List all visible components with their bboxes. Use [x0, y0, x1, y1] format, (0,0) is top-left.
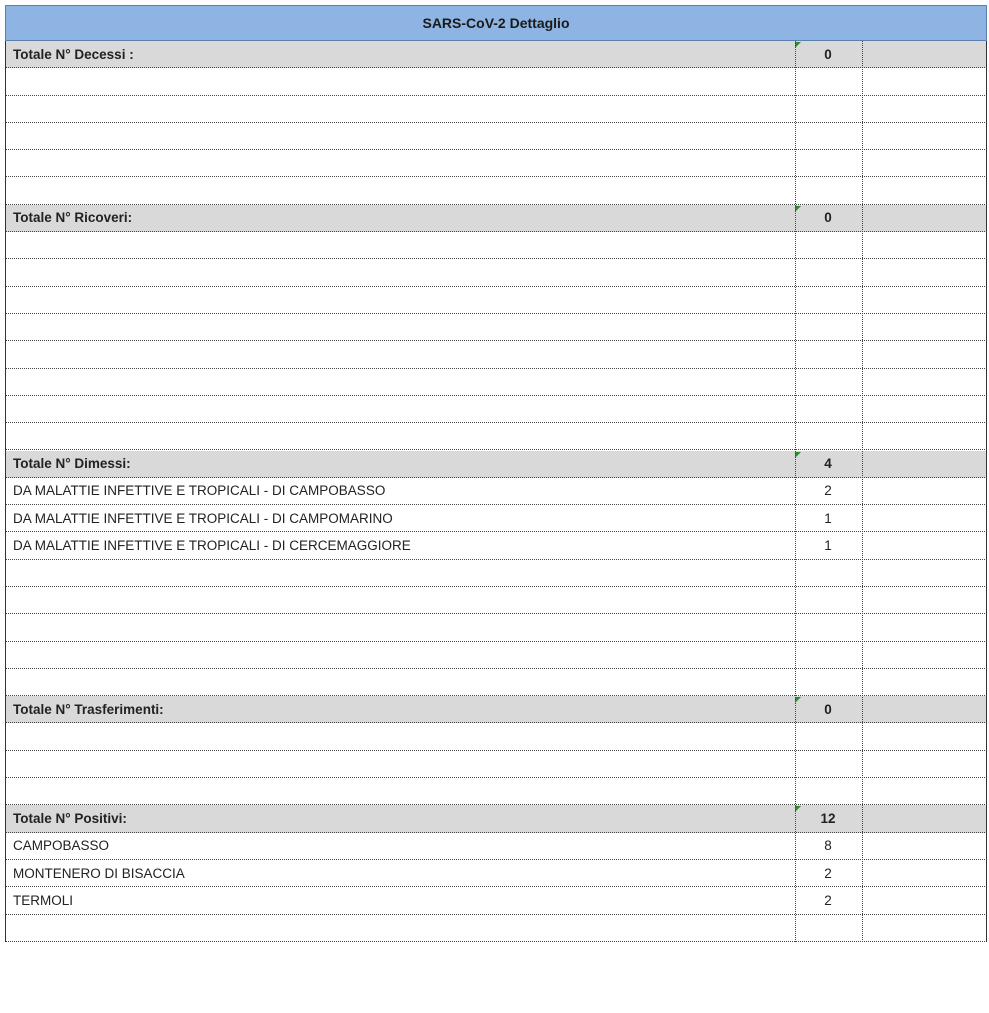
detail-row-label[interactable]: TERMOLI [13, 892, 74, 908]
detail-row [5, 505, 987, 532]
empty-row-label[interactable] [13, 68, 793, 94]
empty-row-label[interactable] [13, 423, 793, 449]
empty-row [5, 96, 987, 123]
empty-row [5, 259, 987, 286]
detail-row-label[interactable]: DA MALATTIE INFETTIVE E TROPICALI - DI CAMPOBASSO [13, 483, 386, 499]
empty-row [5, 396, 987, 423]
grid-column-line [862, 41, 863, 942]
empty-row [5, 669, 987, 696]
section-total-row-value[interactable]: 0 [824, 210, 832, 226]
section-total-row [5, 805, 987, 832]
detail-row-label[interactable]: DA MALATTIE INFETTIVE E TROPICALI - DI CAMPOMARINO [13, 510, 393, 526]
empty-row [5, 423, 987, 450]
empty-row-value[interactable] [795, 178, 861, 204]
empty-row-value[interactable] [795, 423, 861, 449]
empty-row-value[interactable] [795, 751, 861, 777]
empty-row-label[interactable] [13, 232, 793, 258]
empty-row-label[interactable] [13, 150, 793, 176]
empty-row [5, 751, 987, 778]
empty-row-label[interactable] [13, 396, 793, 422]
section-total-row-value[interactable]: 0 [824, 46, 832, 62]
empty-row-label[interactable] [13, 915, 793, 941]
detail-row-label[interactable]: MONTENERO DI BISACCIA [13, 865, 185, 881]
empty-row-label[interactable] [13, 341, 793, 367]
section-total-row-value[interactable]: 12 [820, 811, 836, 827]
empty-row-value[interactable] [795, 287, 861, 313]
empty-row [5, 123, 987, 150]
detail-row [5, 860, 987, 887]
empty-row [5, 614, 987, 641]
empty-row-label[interactable] [13, 123, 793, 149]
empty-row [5, 150, 987, 177]
empty-row-label[interactable] [13, 587, 793, 613]
sheet-title: SARS-CoV-2 Dettaglio [5, 5, 987, 41]
empty-row-value[interactable] [795, 560, 861, 586]
empty-row [5, 915, 987, 942]
section-total-row [5, 451, 987, 478]
section-total-row-label[interactable]: Totale N° Positivi: [13, 811, 127, 827]
detail-row-value[interactable]: 2 [824, 865, 832, 881]
empty-row [5, 778, 987, 805]
empty-row [5, 369, 987, 396]
empty-row-value[interactable] [795, 614, 861, 640]
section-total-row-label[interactable]: Totale N° Dimessi: [13, 456, 131, 472]
empty-row-value[interactable] [795, 642, 861, 668]
grid-column-line [795, 41, 796, 942]
detail-row-value[interactable]: 8 [824, 838, 832, 854]
section-total-row [5, 41, 987, 68]
empty-row [5, 642, 987, 669]
empty-row-value[interactable] [795, 314, 861, 340]
empty-row-label[interactable] [13, 751, 793, 777]
empty-row [5, 68, 987, 95]
empty-row-label[interactable] [13, 560, 793, 586]
empty-row-value[interactable] [795, 341, 861, 367]
section-total-row-value[interactable]: 4 [824, 456, 832, 472]
empty-row-label[interactable] [13, 642, 793, 668]
detail-row-label[interactable]: CAMPOBASSO [13, 838, 110, 854]
empty-row-label[interactable] [13, 259, 793, 285]
section-total-row-label[interactable]: Totale N° Trasferimenti: [13, 701, 164, 717]
empty-row [5, 587, 987, 614]
empty-row-value[interactable] [795, 396, 861, 422]
detail-row-value[interactable]: 2 [824, 483, 832, 499]
empty-row-label[interactable] [13, 778, 793, 804]
section-total-row-label[interactable]: Totale N° Decessi : [13, 46, 134, 62]
empty-row-label[interactable] [13, 314, 793, 340]
empty-row-value[interactable] [795, 369, 861, 395]
empty-row-label[interactable] [13, 287, 793, 313]
empty-row-label[interactable] [13, 178, 793, 204]
empty-row [5, 341, 987, 368]
empty-row-value[interactable] [795, 96, 861, 122]
empty-row-value[interactable] [795, 232, 861, 258]
empty-row [5, 724, 987, 751]
grid-column-line [986, 41, 987, 942]
empty-row-value[interactable] [795, 68, 861, 94]
empty-row-label[interactable] [13, 724, 793, 750]
grid-column-line [5, 41, 6, 942]
empty-row [5, 178, 987, 205]
empty-row-value[interactable] [795, 669, 861, 695]
empty-row [5, 314, 987, 341]
detail-row [5, 478, 987, 505]
empty-row-value[interactable] [795, 724, 861, 750]
detail-row [5, 887, 987, 914]
detail-row-label[interactable]: DA MALATTIE INFETTIVE E TROPICALI - DI CERCEMAGGIORE [13, 538, 411, 554]
empty-row-value[interactable] [795, 259, 861, 285]
empty-row [5, 232, 987, 259]
detail-row [5, 833, 987, 860]
section-total-row-label[interactable]: Totale N° Ricoveri: [13, 210, 133, 226]
empty-row-value[interactable] [795, 123, 861, 149]
empty-row-label[interactable] [13, 614, 793, 640]
empty-row-label[interactable] [13, 669, 793, 695]
section-total-row [5, 205, 987, 232]
detail-row [5, 532, 987, 559]
empty-row [5, 560, 987, 587]
detail-row-value[interactable]: 1 [824, 538, 832, 554]
empty-row-value[interactable] [795, 915, 861, 941]
section-total-row [5, 696, 987, 723]
section-total-row-value[interactable]: 0 [824, 701, 832, 717]
empty-row [5, 287, 987, 314]
empty-row-value[interactable] [795, 587, 861, 613]
empty-row-label[interactable] [13, 96, 793, 122]
detail-row-value[interactable]: 1 [824, 510, 832, 526]
detail-row-value[interactable]: 2 [824, 892, 832, 908]
empty-row-label[interactable] [13, 369, 793, 395]
empty-row-value[interactable] [795, 150, 861, 176]
empty-row-value[interactable] [795, 778, 861, 804]
